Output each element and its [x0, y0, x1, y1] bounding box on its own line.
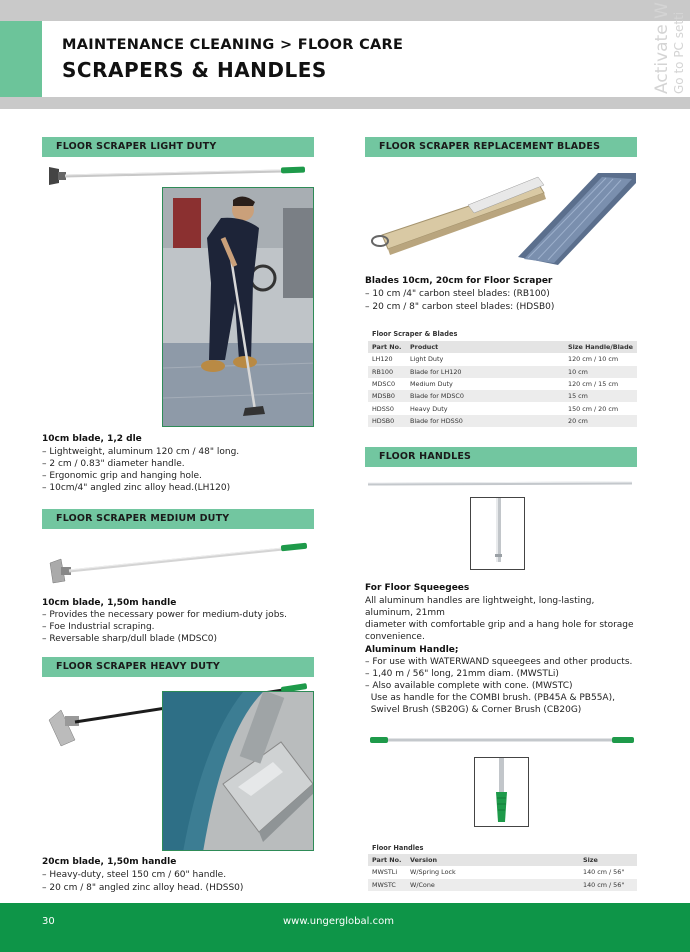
table-cell: MWSTC [368, 879, 406, 891]
photo-heavy-scraper-on-carpet [162, 691, 314, 851]
aluminum-handle-line-4: Use as handle for the COMBI brush. (PB45A & PB55A), [365, 693, 615, 703]
page-title: SCRAPERS & HANDLES [62, 58, 327, 82]
light-duty-heading: 10cm blade, 1,2 dle [42, 434, 142, 444]
section-bar-light-duty: FLOOR SCRAPER LIGHT DUTY [42, 137, 314, 157]
medium-scraper-illustration [47, 541, 312, 587]
table-cell: 150 cm / 20 cm [568, 404, 619, 413]
handles-spec-table [368, 854, 637, 891]
footer-bar [0, 903, 690, 952]
floor-handles-desc-4: convenience. [365, 632, 425, 642]
aluminum-handle-line-5: Swivel Brush (SB20G) & Corner Brush (CB20G) [365, 705, 582, 715]
table-cell: 120 cm / 15 cm [568, 380, 619, 389]
section-bar-floor-handles: FLOOR HANDLES [365, 447, 637, 467]
watermark-line-1: Activate W [652, 2, 672, 94]
table-cell: HDSS0 [372, 404, 394, 413]
table-row [368, 390, 637, 402]
table-cell: 140 cm / 56" [579, 879, 637, 891]
table-cell: Light Duty [410, 355, 444, 364]
breadcrumb: MAINTENANCE CLEANING > FLOOR CARE [62, 37, 404, 53]
medium-duty-heading: 10cm blade, 1,50m handle [42, 598, 177, 608]
scraper-spec-table [368, 341, 637, 427]
header-accent-block [0, 21, 42, 97]
table-cell: RB100 [368, 366, 406, 378]
section-bar-heavy-duty: FLOOR SCRAPER HEAVY DUTY [42, 657, 314, 677]
table-header-size: Size [579, 854, 637, 866]
table-cell: MDSB0 [368, 390, 406, 402]
table-row [368, 415, 637, 427]
table-cell: Medium Duty [410, 380, 453, 389]
table-header-row [368, 854, 637, 866]
aluminum-handle-line-3: – Also available complete with cone. (MWSTC) [365, 681, 573, 691]
table-cell: 20 cm [564, 415, 637, 427]
heavy-duty-line-2: – 20 cm / 8" angled zinc alloy head. (HDSS0) [42, 883, 244, 893]
header-bottom-bar [0, 97, 690, 109]
table-cell: Heavy Duty [410, 404, 448, 413]
table-header-version: Version [406, 854, 579, 866]
replacement-blades-heading: Blades 10cm, 20cm for Floor Scraper [365, 276, 553, 286]
table-cell: 10 cm [564, 366, 637, 378]
footer-website-link[interactable]: www.ungerglobal.com [283, 916, 394, 927]
table-row [368, 866, 637, 878]
replacement-blades-illustration [368, 165, 638, 265]
section-bar-replacement-blades: FLOOR SCRAPER REPLACEMENT BLADES [365, 137, 637, 157]
heavy-duty-heading: 20cm blade, 1,50m handle [42, 857, 177, 867]
light-duty-line-1: – Lightweight, aluminum 120 cm / 48" long. [42, 447, 240, 457]
table-cell: Blade for MDSC0 [406, 390, 564, 402]
handle-closeup-photo [470, 497, 525, 570]
floor-handles-desc-3: diameter with comfortable grip and a hang hole for storage [365, 620, 634, 630]
medium-duty-line-2: – Foe Industrial scraping. [42, 622, 155, 632]
floor-handles-desc-1: All aluminum handles are lightweight, long-lasting, [365, 596, 595, 606]
medium-duty-line-1: – Provides the necessary power for medium-duty jobs. [42, 610, 287, 620]
photo-man-scraping-floor [162, 187, 314, 427]
heavy-duty-line-1: – Heavy-duty, steel 150 cm / 60" handle. [42, 870, 227, 880]
table-row [368, 366, 637, 378]
medium-duty-line-3: – Reversable sharp/dull blade (MDSC0) [42, 634, 218, 644]
handles-table-caption: Floor Handles [372, 844, 424, 852]
floor-handles-heading: For Floor Squeegees [365, 583, 470, 593]
page-number: 30 [42, 916, 55, 927]
section-bar-medium-duty: FLOOR SCRAPER MEDIUM DUTY [42, 509, 314, 529]
aluminum-handle-subheading: Aluminum Handle; [365, 645, 459, 655]
table-row [368, 402, 637, 414]
table-cell: 15 cm [564, 390, 637, 402]
light-duty-line-2: – 2 cm / 0.83" diameter handle. [42, 459, 185, 469]
handle-with-grips-illustration [368, 734, 636, 746]
table-cell: 120 cm / 10 cm [568, 355, 619, 364]
table-header-row [368, 341, 637, 353]
table-cell: LH120 [372, 355, 393, 364]
aluminum-handle-line-1: – For use with WATERWAND squeegees and other products. [365, 657, 633, 667]
table-header-product: Product [406, 341, 564, 353]
table-cell: MWSTLi [372, 868, 398, 877]
replacement-blades-line-2: – 20 cm / 8" carbon steel blades: (HDSB0) [365, 302, 555, 312]
table-header-part-no: Part No. [368, 341, 406, 353]
table-cell: MDSC0 [372, 380, 396, 389]
activation-watermark [624, 0, 690, 97]
table-cell: W/Spring Lock [410, 868, 456, 877]
replacement-blades-line-1: – 10 cm /4" carbon steel blades: (RB100) [365, 289, 550, 299]
light-duty-line-4: – 10cm/4" angled zinc alloy head.(LH120) [42, 483, 231, 493]
floor-handles-desc-2: aluminum, 21mm [365, 608, 445, 618]
top-gray-bar [0, 0, 690, 21]
table-cell: Blade for LH120 [406, 366, 564, 378]
aluminum-handle-line-2: – 1,40 m / 56" long, 21mm diam. (MWSTLi) [365, 669, 559, 679]
table-row [368, 879, 637, 891]
table-header-part-no: Part No. [368, 854, 406, 866]
scraper-table-caption: Floor Scraper & Blades [372, 330, 458, 338]
watermark-line-2: Go to PC setti [672, 11, 686, 94]
table-cell: 140 cm / 56" [583, 868, 625, 877]
table-row [368, 378, 637, 390]
aluminum-handle-illustration [366, 478, 636, 490]
table-cell: HDSB0 [368, 415, 406, 427]
light-duty-line-3: – Ergonomic grip and hanging hole. [42, 471, 202, 481]
table-cell: Blade for HDSS0 [406, 415, 564, 427]
table-cell: W/Cone [406, 879, 579, 891]
table-header-size: Size Handle/Blade [564, 341, 637, 353]
light-scraper-illustration [45, 163, 310, 189]
handle-cone-closeup-photo [474, 757, 529, 827]
table-row [368, 353, 637, 365]
